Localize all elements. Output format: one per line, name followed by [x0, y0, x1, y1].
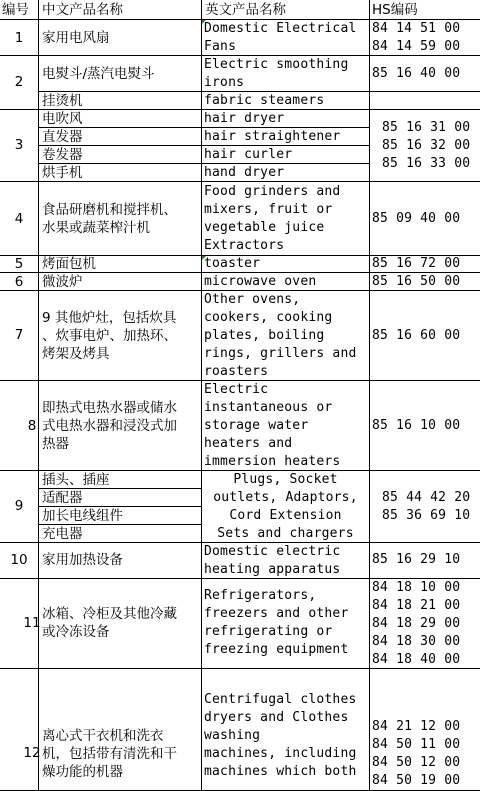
- en-product-name: instantaneous or: [204, 400, 333, 415]
- en-product-name: heaters and: [204, 436, 293, 451]
- cn-product-name: 加长电线组件: [42, 508, 123, 524]
- cn-product-name: 家用电风扇: [42, 30, 110, 46]
- en-product-name: hand dryer: [204, 165, 285, 180]
- cn-product-name: 烤面包机: [42, 256, 96, 272]
- en-product-name: washing: [204, 728, 261, 743]
- row-number: 11: [23, 615, 41, 631]
- en-product-name: Electric smoothing: [204, 57, 349, 72]
- en-product-name: storage water: [204, 418, 309, 433]
- en-product-name: Centrifugal clothes: [204, 692, 357, 707]
- en-product-name: freezing equipment: [204, 642, 349, 657]
- cn-product-name: 或冷冻设备: [42, 624, 110, 640]
- cn-product-name: 充电器: [42, 526, 83, 542]
- row-number: 1: [14, 30, 24, 46]
- hs-code: 84 21 12 00: [372, 719, 461, 734]
- hs-code: 84 14 59 00: [372, 39, 461, 54]
- en-product-name: Domestic electric: [204, 544, 341, 559]
- row-number: 8: [27, 418, 37, 434]
- hs-code: 84 18 10 00: [372, 580, 461, 595]
- header-hs-code: HS编码: [372, 2, 418, 18]
- en-product-name: Sets and chargers: [217, 526, 354, 541]
- row-number: 2: [14, 74, 24, 90]
- cn-product-name: 9 其他炉灶，包括炊具: [42, 310, 177, 326]
- en-product-name: Other ovens,: [204, 292, 301, 307]
- en-product-name: hair curler: [204, 147, 293, 162]
- en-product-name: refrigerating or: [204, 624, 333, 639]
- cn-product-name: 离心式干衣机和洗衣: [42, 728, 164, 744]
- en-product-name: mixers, fruit or: [204, 202, 333, 217]
- header-no: 编号: [2, 2, 29, 18]
- cn-product-name: 、炊事电炉、加热环、: [42, 328, 177, 344]
- hs-code: 84 18 29 00: [372, 616, 461, 631]
- cn-product-name: 插头、插座: [42, 472, 110, 488]
- cn-product-name: 冰箱、冷柜及其他冷藏: [42, 606, 177, 622]
- cn-product-name: 家用加热设备: [42, 552, 123, 568]
- en-product-name: machines which both: [204, 764, 357, 779]
- en-product-name: Food grinders and: [204, 184, 341, 199]
- cn-product-name: 热器: [42, 436, 69, 452]
- hs-code: 84 50 19 00: [372, 773, 461, 788]
- row-number: 12: [23, 745, 41, 761]
- cn-product-name: 卷发器: [42, 147, 83, 163]
- en-product-name: hair dryer: [204, 111, 285, 126]
- cn-product-name: 直发器: [42, 129, 83, 145]
- hs-code: 85 16 60 00: [372, 328, 461, 343]
- en-product-name: outlets, Adaptors,: [213, 490, 358, 505]
- grid-line: [201, 0, 202, 791]
- en-product-name: freezers and other: [204, 606, 349, 621]
- grid-line: [38, 0, 39, 791]
- cn-product-name: 食品研磨机和搅拌机、: [42, 202, 177, 218]
- hs-code: 85 16 72 00: [372, 256, 461, 271]
- en-product-name: microwave oven: [204, 274, 317, 289]
- hs-code: 84 18 40 00: [372, 652, 461, 667]
- en-product-name: Refrigerators,: [204, 588, 317, 603]
- hs-code: 85 16 50 00: [372, 274, 461, 289]
- hs-code: 84 50 11 00: [372, 737, 461, 752]
- en-product-name: Cord Extension: [229, 508, 342, 523]
- cn-product-name: 即热式电热水器或储水: [42, 400, 177, 416]
- cn-product-name: 挂烫机: [42, 93, 83, 109]
- row-number: 4: [14, 211, 24, 227]
- hs-code: 85 16 40 00: [372, 66, 461, 81]
- row-number: 5: [14, 256, 24, 272]
- en-product-name: Fans: [204, 39, 237, 54]
- cn-product-name: 式电热水器和浸没式加: [42, 418, 177, 434]
- row-number: 10: [10, 552, 28, 568]
- en-product-name: dryers and Clothes: [204, 710, 349, 725]
- hs-code: 84 18 30 00: [372, 634, 461, 649]
- hs-code: 85 16 29 10: [372, 552, 461, 567]
- cn-product-name: 水果或蔬菜榨汁机: [42, 220, 150, 236]
- header-cn-name: 中文产品名称: [42, 2, 123, 18]
- cn-product-name: 机，包括带有清洗和干: [42, 746, 177, 762]
- cn-product-name: 电吹风: [42, 111, 83, 127]
- en-product-name: Electric: [204, 382, 269, 397]
- hs-code: 85 16 33 00: [382, 156, 471, 171]
- row-number: 6: [14, 274, 24, 290]
- hs-code: 85 36 69 10: [382, 508, 471, 523]
- en-product-name: Extractors: [204, 238, 285, 253]
- en-product-name: fabric steamers: [204, 93, 325, 108]
- en-product-name: cookers, cooking: [204, 310, 333, 325]
- cn-product-name: 微波炉: [42, 274, 83, 290]
- en-product-name: plates, boiling: [204, 328, 325, 343]
- cn-product-name: 烘手机: [42, 165, 83, 181]
- grid-line: [369, 0, 370, 791]
- en-product-name: machines, including: [204, 746, 357, 761]
- hs-code: 84 50 12 00: [372, 755, 461, 770]
- hs-code: 85 16 31 00: [382, 120, 471, 135]
- en-product-name: vegetable juice: [204, 220, 325, 235]
- en-product-name: toaster: [204, 256, 261, 271]
- en-product-name: Plugs, Socket: [233, 472, 338, 487]
- en-product-name: heating apparatus: [204, 562, 341, 577]
- en-product-name: Domestic Electrical: [204, 21, 357, 36]
- row-number: 3: [14, 137, 24, 153]
- hs-code: 84 18 21 00: [372, 598, 461, 613]
- en-product-name: roasters: [204, 364, 269, 379]
- en-product-name: immersion heaters: [204, 454, 341, 469]
- cn-product-name: 适配器: [42, 490, 83, 506]
- cn-product-name: 烤架及烤具: [42, 346, 110, 362]
- hs-code: 85 09 40 00: [372, 211, 461, 226]
- hs-code: 85 16 32 00: [382, 138, 471, 153]
- header-en-name: 英文产品名称: [205, 2, 286, 18]
- hs-code: 84 14 51 00: [372, 21, 461, 36]
- en-product-name: rings, grillers and: [204, 346, 357, 361]
- en-product-name: hair straightener: [204, 129, 341, 144]
- hs-code: 85 16 10 00: [372, 418, 461, 433]
- hs-code: 85 44 42 20: [382, 490, 471, 505]
- row-number: 7: [14, 327, 24, 343]
- row-number: 9: [14, 498, 24, 514]
- en-product-name: irons: [204, 75, 245, 90]
- cn-product-name: 电熨斗/蒸汽电熨斗: [42, 66, 155, 82]
- cn-product-name: 燥功能的机器: [42, 764, 123, 780]
